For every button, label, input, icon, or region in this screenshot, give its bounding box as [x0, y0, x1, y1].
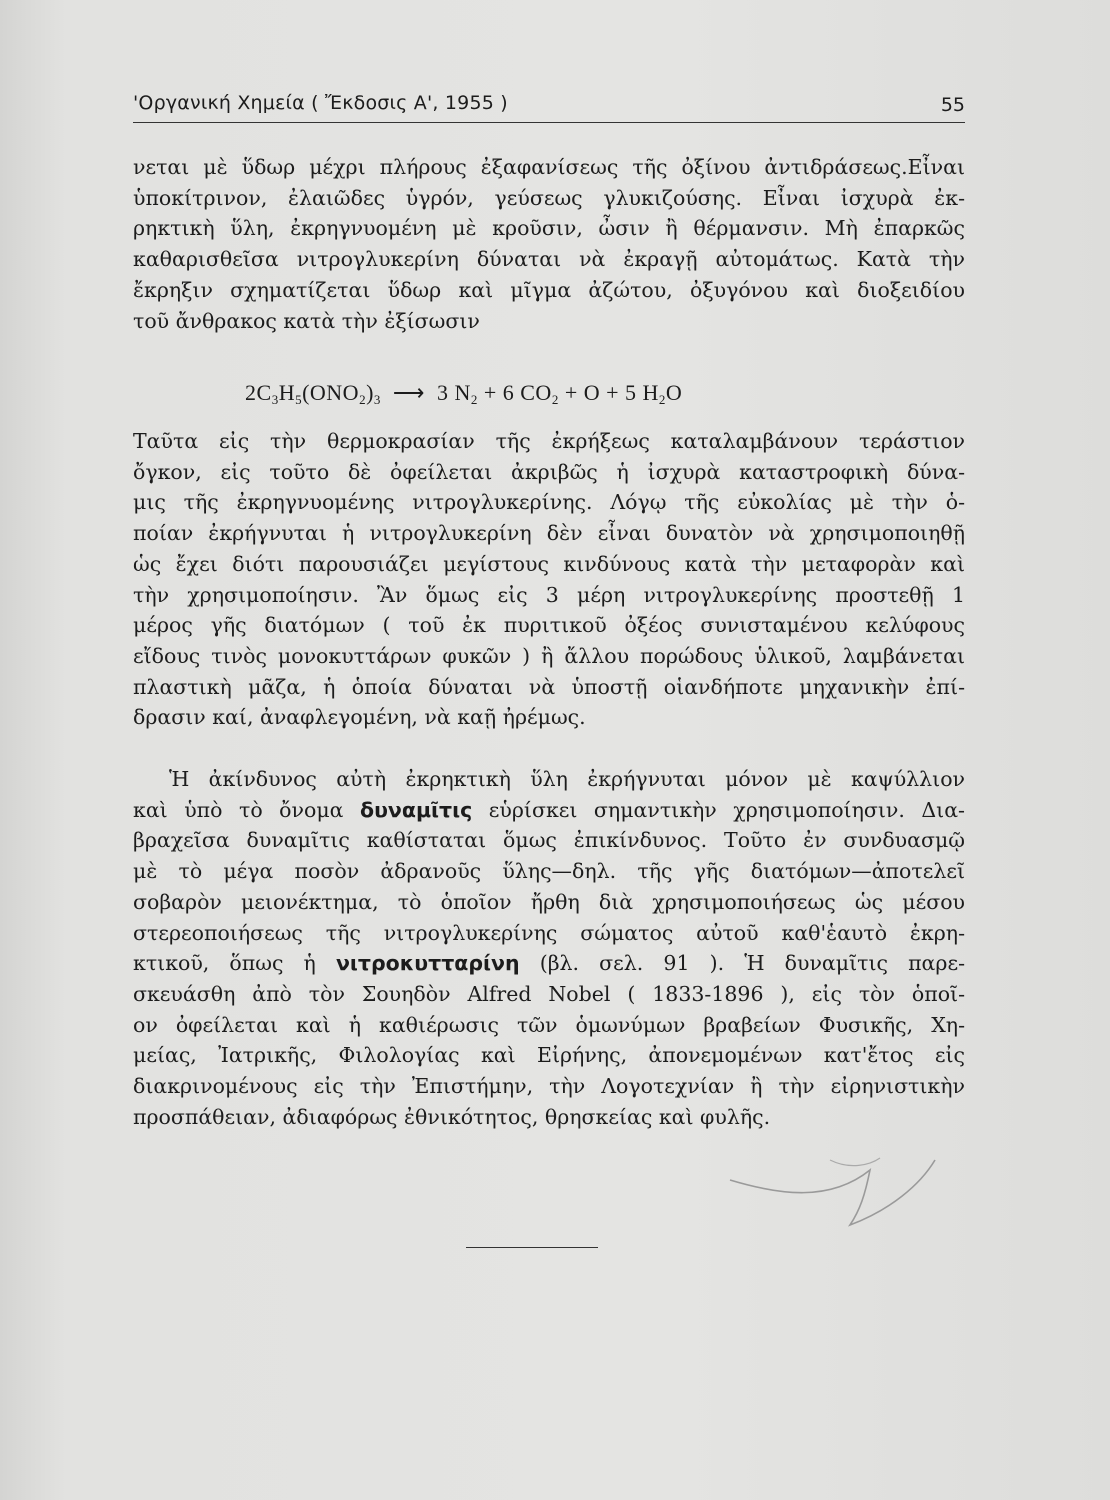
term-dynamite: δυναμῖτις	[360, 797, 473, 822]
running-title: 'Οργανική Χημεία ( Ἔκδοσις Α', 1955 )	[133, 92, 508, 114]
text-line: καθαρισθεῖσα νιτρογλυκερίνη δύναται νὰ ἐκραγῇ αὐτομάτως. Κατὰ τὴν	[133, 247, 965, 272]
page-header	[133, 90, 965, 123]
text-line: ὑποκίτρινον, ἐλαιῶδες ὑγρόν, γεύσεως γλυκιζούσης. Εἶναι ἰσχυρὰ ἐκ-	[133, 185, 965, 210]
text-line: ποίαν ἐκρήγνυται ἡ νιτρογλυκερίνη δὲν εἶναι δυνατὸν νὰ χρησιμοποιηθῇ	[133, 521, 965, 546]
text-line: τὴν χρησιμοποίησιν. Ἂν ὅμως εἰς 3 μέρη νιτρογλυκερίνης προστεθῇ 1	[133, 582, 965, 607]
text-line	[133, 948, 965, 979]
text-line: σοβαρὸν μειονέκτημα, τὸ ὁποῖον ἤρθη διὰ χρησιμοποιήσεως ὡς μέσου	[133, 889, 965, 914]
text-line: προσπάθειαν, ἀδιαφόρως ἐθνικότητος, θρησκείας καὶ φυλῆς.	[133, 1104, 771, 1129]
text-line: εἴδους τινὸς μονοκυττάρων φυκῶν ) ἢ ἄλλου πορώδους ὑλικοῦ, λαμβάνεται	[133, 643, 965, 668]
text-line: ρηκτικὴ ὕλη, ἐκρηγνυομένη μὲ κροῦσιν, ὦσιν ἢ θέρμανσιν. Μὴ ἐπαρκῶς	[133, 216, 965, 241]
text-line: ἔκρηξιν σχηματίζεται ὕδωρ καὶ μῖγμα ἀζώτου, ὀξυγόνου καὶ διοξειδίου	[133, 277, 965, 302]
text-span: εὑρίσκει σημαντικὴν χρησιμοποίησιν. Δια-	[472, 797, 965, 822]
page-number: 55	[940, 94, 965, 116]
text-line: Ταῦτα εἰς τὴν θερμοκρασίαν τῆς ἐκρήξεως καταλαμβάνουν τεράστιον	[133, 429, 965, 453]
text-line: ον ὀφείλεται καὶ ἡ καθιέρωσις τῶν ὁμωνύμων βραβείων Φυσικῆς, Χη-	[133, 1012, 965, 1037]
text-line: μέρος γῆς διατόμων ( τοῦ ἐκ πυριτικοῦ ὀξέος συνισταμένου κελύφους	[133, 613, 965, 638]
paragraph-3	[133, 764, 965, 1132]
pencil-stroke-icon	[720, 1140, 960, 1240]
text-line: νεται μὲ ὕδωρ μέχρι πλήρους ἐξαφανίσεως τῆς ὀξίνου ἀντιδράσεως.Εἶναι	[133, 155, 965, 179]
text-line: σκευάσθη ἀπὸ τὸν Σουηδὸν Alfred Nobel ( 1833-1896 ), εἰς τὸν ὁποῖ-	[133, 981, 965, 1006]
text-line: δρασιν καί, ἀναφλεγομένη, νὰ καῇ ἠρέμως.	[133, 705, 586, 730]
end-rule	[466, 1247, 598, 1248]
text-span: κτικοῦ, ὅπως ἡ	[133, 951, 336, 976]
equation-render: $2C_3H_5(ONO_2)_3$ ⟶ 3 $N_2 + 6$ $CO_2 + O + 5$ $H_2O$	[245, 380, 683, 407]
text-span: καὶ ὑπὸ τὸ ὄνομα	[133, 797, 360, 822]
text-line: διακρινομένους εἰς τὴν Ἐπιστήμην, τὴν Λογοτεχνίαν ἢ τὴν εἰρηνιστικὴν	[133, 1074, 965, 1099]
text-line: μις τῆς ἐκρηγνυομένης νιτρογλυκερίνης. Λόγῳ τῆς εὐκολίας μὲ τὴν ὁ-	[133, 490, 965, 515]
term-nitrocellulose: νιτροκυτταρίνη	[335, 951, 520, 976]
text-line: ὡς ἔχει διότι παρουσιάζει μεγίστους κινδύνους κατὰ τὴν μεταφορὰν καὶ	[133, 551, 965, 576]
text-line: βραχεῖσα δυναμῖτις καθίσταται ὅμως ἐπικίνδυνος. Τοῦτο ἐν συνδυασμῷ	[133, 828, 965, 853]
text-line: μὲ τὸ μέγα ποσὸν ἀδρανοῦς ὕλης—δηλ. τῆς γῆς διατόμων—ἀποτελεῖ	[133, 859, 965, 884]
chemical-equation	[245, 380, 845, 408]
paragraph-2	[133, 426, 965, 733]
text-line: πλαστικὴ μᾶζα, ἡ ὁποία δύναται νὰ ὑποστῇ οἱανδήποτε μηχανικὴν ἐπί-	[133, 674, 965, 699]
text-span: (βλ. σελ. 91 ). Ἡ δυναμῖτις παρε-	[519, 951, 965, 976]
text-line	[133, 795, 965, 826]
text-line: στερεοποιήσεως τῆς νιτρογλυκερίνης σώματος αὐτοῦ καθ'ἑαυτὸ ἐκρη-	[133, 920, 965, 945]
text-line: ὄγκον, εἰς τοῦτο δὲ ὀφείλεται ἀκριβῶς ἡ ἰσχυρὰ καταστροφικὴ δύνα-	[133, 459, 965, 484]
text-line: τοῦ ἄνθρακος κατὰ τὴν ἐξίσωσιν	[133, 308, 480, 333]
text-line: Ἡ ἀκίνδυνος αὐτὴ ἐκρηκτικὴ ὕλη ἐκρήγνυται μόνον μὲ καψύλλιον	[169, 767, 965, 791]
text-line: μείας, Ἰατρικῆς, Φιλολογίας καὶ Εἰρήνης, ἀπονεμομένων κατ'ἔτος εἰς	[133, 1043, 965, 1068]
paragraph-1	[133, 152, 965, 336]
